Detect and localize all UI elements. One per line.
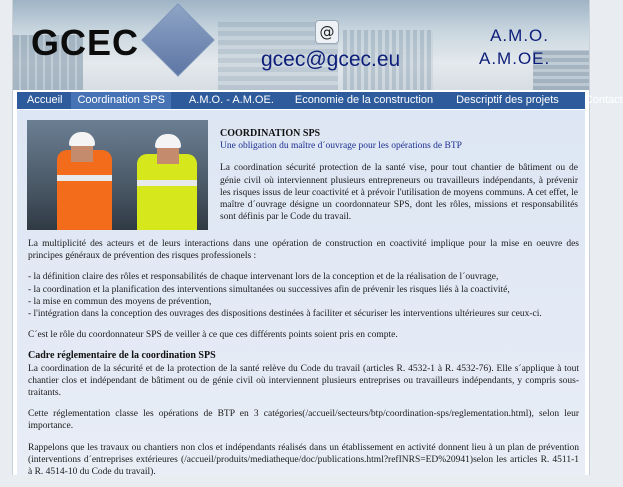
nav-item-economie[interactable]: Economie de la construction bbox=[294, 94, 434, 106]
email-icon[interactable]: @ bbox=[315, 20, 339, 44]
amo-line-2: A.M.OE. bbox=[479, 49, 551, 68]
main-content bbox=[17, 110, 585, 478]
body-paragraph-1: La multiplicité des acteurs et de leurs interactions dans une opération de construction en coactivité implique pour la mise en oeuvre des principes généraux de prévention des risques professionels : bbox=[28, 239, 579, 262]
body-paragraph-3: La coordination de la sécurité et de la protection de la santé relève du Code du travail (articles R. 4532-1 à R. 4532-76). Elle s´applique à tout chantier clos et indépendant de bâtiment ou de génie civil où interviennent plusieurs entreprises ou travailleurs indépendants, y compris sous-traitants. bbox=[28, 363, 579, 399]
reflective-stripe bbox=[137, 180, 197, 186]
site-logo[interactable]: GCEC bbox=[31, 22, 140, 63]
nav-item-descriptif[interactable]: Descriptif des projets bbox=[456, 94, 559, 106]
workers-photo bbox=[27, 120, 208, 230]
intro-paragraph: La coordination sécurité protection de la santé vise, pour tout chantier de bâtiment ou de génie civil où interviennent plusieurs entrepreneurs ou travailleurs indépendants, à prévenir les risques issus de leur coactivité et à prévoir l'utilisation de moyens communs. A cet effet, le maître d´ouvrage désigne un coordonnateur SPS, dont les rôles, missions et responsabilités sont définis par le Code du travail. bbox=[220, 163, 578, 223]
hard-hat-icon bbox=[69, 132, 95, 146]
list-item: - l'intégration dans la conception des ouvrages des dispositions destinées à faciliter et sécuriser les interventions ultérieures sur ceux-ci. bbox=[28, 309, 542, 320]
nav-item-contact[interactable]: Contact bbox=[584, 94, 623, 106]
worker-yellow-vest bbox=[137, 154, 197, 230]
header-banner bbox=[13, 0, 589, 90]
worker-face bbox=[71, 146, 93, 162]
hard-hat-icon bbox=[155, 134, 181, 148]
body-paragraph-2: C´est le rôle du coordonnateur SPS de veiller à ce que ces différents points soient pris en compte. bbox=[28, 330, 398, 341]
principles-list bbox=[28, 271, 579, 320]
page-title: COORDINATION SPS bbox=[220, 128, 321, 139]
body-paragraph-5: Rappelons que les travaux ou chantiers non clos et indépendants réalisés dans un établissement en activité donnent lieu à un plan de prévention (interventions d´entreprises extérieures (/accueil/produits/mediatheque/doc/publications.html?refINRS=ED%20941)selon les articles R. 4511-1 à R. 4514-10 du Code du travail). bbox=[28, 442, 579, 478]
page-subtitle: Une obligation du maître d´ouvrage pour les opérations de BTP bbox=[220, 141, 462, 152]
main-nav bbox=[17, 92, 623, 109]
nav-item-coordination-sps[interactable]: Coordination SPS bbox=[71, 92, 170, 109]
intro-section bbox=[220, 128, 578, 223]
logo-diamond-shape bbox=[143, 5, 214, 76]
amo-line-1: A.M.O. bbox=[490, 26, 549, 45]
article-body bbox=[28, 238, 579, 487]
reflective-stripe bbox=[57, 175, 112, 181]
nav-item-accueil[interactable]: Accueil bbox=[27, 94, 63, 106]
list-item: - la définition claire des rôles et responsabilités de chaque intervenant lors de la conception et de la réalisation de l´ouvrage, bbox=[28, 272, 499, 283]
worker-orange-vest bbox=[57, 150, 112, 230]
list-item: - la mise en commun des moyens de prévention, bbox=[28, 296, 212, 307]
email-link[interactable]: gcec@gcec.eu bbox=[261, 48, 401, 71]
page-frame bbox=[12, 0, 623, 478]
list-item: - la coordination et la planification des interventions simultanées ou successives afin de prévenir les risques liés à la coactivité, bbox=[28, 284, 510, 295]
nav-item-amo[interactable]: A.M.O. - A.M.OE. bbox=[188, 94, 274, 106]
amo-title bbox=[479, 24, 549, 70]
section-heading: Cadre réglementaire de la coordination SPS bbox=[28, 350, 216, 362]
body-paragraph-4: Cette réglementation classe les opérations de BTP en 3 catégories(/accueil/secteurs/btp/coordination-sps/reglementation.html), selon leur importance. bbox=[28, 409, 579, 432]
worker-face bbox=[157, 148, 179, 164]
